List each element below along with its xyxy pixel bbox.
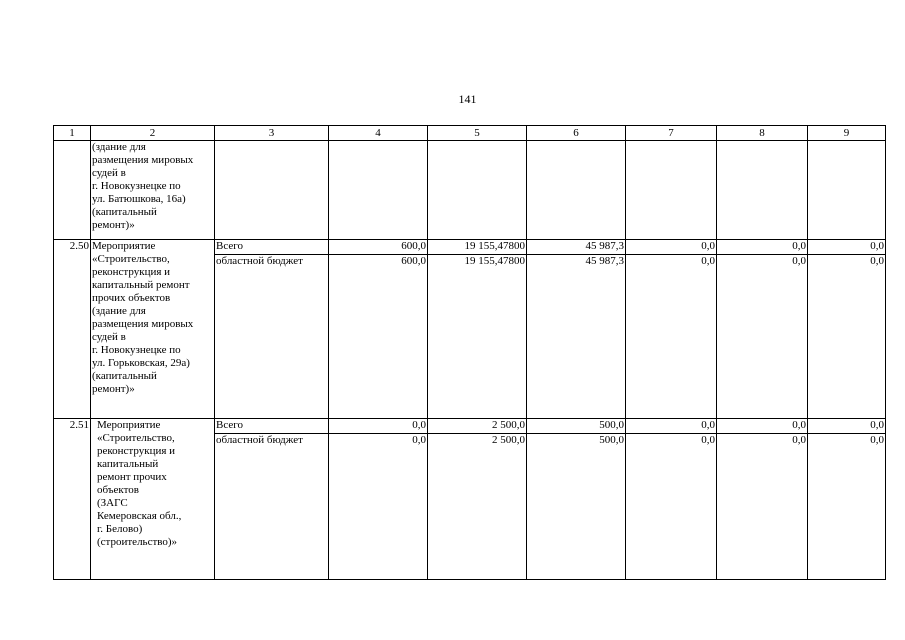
continuation-row (54, 141, 886, 240)
funding-source: областной бюджет (215, 255, 329, 419)
value-cell: 19 155,47800 (428, 240, 527, 255)
funding-source: областной бюджет (215, 434, 329, 580)
col-header-5: 5 (428, 126, 527, 141)
continuation-empty-cell (626, 141, 717, 240)
value-cell: 0,0 (808, 434, 886, 580)
value-cell: 2 500,0 (428, 419, 527, 434)
col-header-9: 9 (808, 126, 886, 141)
value-cell: 500,0 (527, 419, 626, 434)
continuation-code-cell (54, 141, 91, 240)
value-cell: 600,0 (329, 255, 428, 419)
col-header-2: 2 (91, 126, 215, 141)
funding-source: Всего (215, 240, 329, 255)
col-header-8: 8 (717, 126, 808, 141)
page-number: 141 (458, 92, 477, 106)
value-cell: 0,0 (626, 434, 717, 580)
value-cell: 45 987,3 (527, 240, 626, 255)
continuation-empty-cell (329, 141, 428, 240)
continuation-empty-cell (527, 141, 626, 240)
value-cell: 0,0 (717, 255, 808, 419)
table-row (54, 419, 886, 434)
value-cell: 2 500,0 (428, 434, 527, 580)
value-cell: 0,0 (808, 419, 886, 434)
col-header-7: 7 (626, 126, 717, 141)
item-label: Мероприятие «Строительство, реконструкция и капитальный ремонт прочих объектов (ЗАГС Кемеровская обл., г. Белово) (строительство)» (91, 419, 215, 580)
value-cell: 0,0 (717, 434, 808, 580)
value-cell: 0,0 (626, 255, 717, 419)
value-cell: 0,0 (626, 419, 717, 434)
value-cell: 600,0 (329, 240, 428, 255)
value-cell: 0,0 (717, 419, 808, 434)
value-cell: 0,0 (808, 255, 886, 419)
item-label: Мероприятие «Строительство, реконструкция и капитальный ремонт прочих объектов (здание для размещения мировых судей в г. Новокузнецке по ул. Горьковская, 29а) (капитальный ремонт)» (91, 240, 215, 419)
continuation-empty-cell (717, 141, 808, 240)
col-header-3: 3 (215, 126, 329, 141)
col-header-6: 6 (527, 126, 626, 141)
continuation-empty-cell (215, 141, 329, 240)
value-cell: 0,0 (808, 240, 886, 255)
item-code: 2.51 (54, 419, 91, 580)
table-row (54, 240, 886, 255)
col-header-1: 1 (54, 126, 91, 141)
continuation-label: (здание для размещения мировых судей в г. Новокузнецке по ул. Батюшкова, 16а) (капитальный ремонт)» (91, 141, 215, 240)
value-cell: 0,0 (717, 240, 808, 255)
value-cell: 19 155,47800 (428, 255, 527, 419)
continuation-empty-cell (428, 141, 527, 240)
header-row (54, 126, 886, 141)
value-cell: 500,0 (527, 434, 626, 580)
value-cell: 45 987,3 (527, 255, 626, 419)
item-code: 2.50 (54, 240, 91, 419)
col-header-4: 4 (329, 126, 428, 141)
funding-source: Всего (215, 419, 329, 434)
value-cell: 0,0 (329, 419, 428, 434)
value-cell: 0,0 (626, 240, 717, 255)
value-cell: 0,0 (329, 434, 428, 580)
continuation-empty-cell (808, 141, 886, 240)
budget-table (53, 125, 886, 580)
